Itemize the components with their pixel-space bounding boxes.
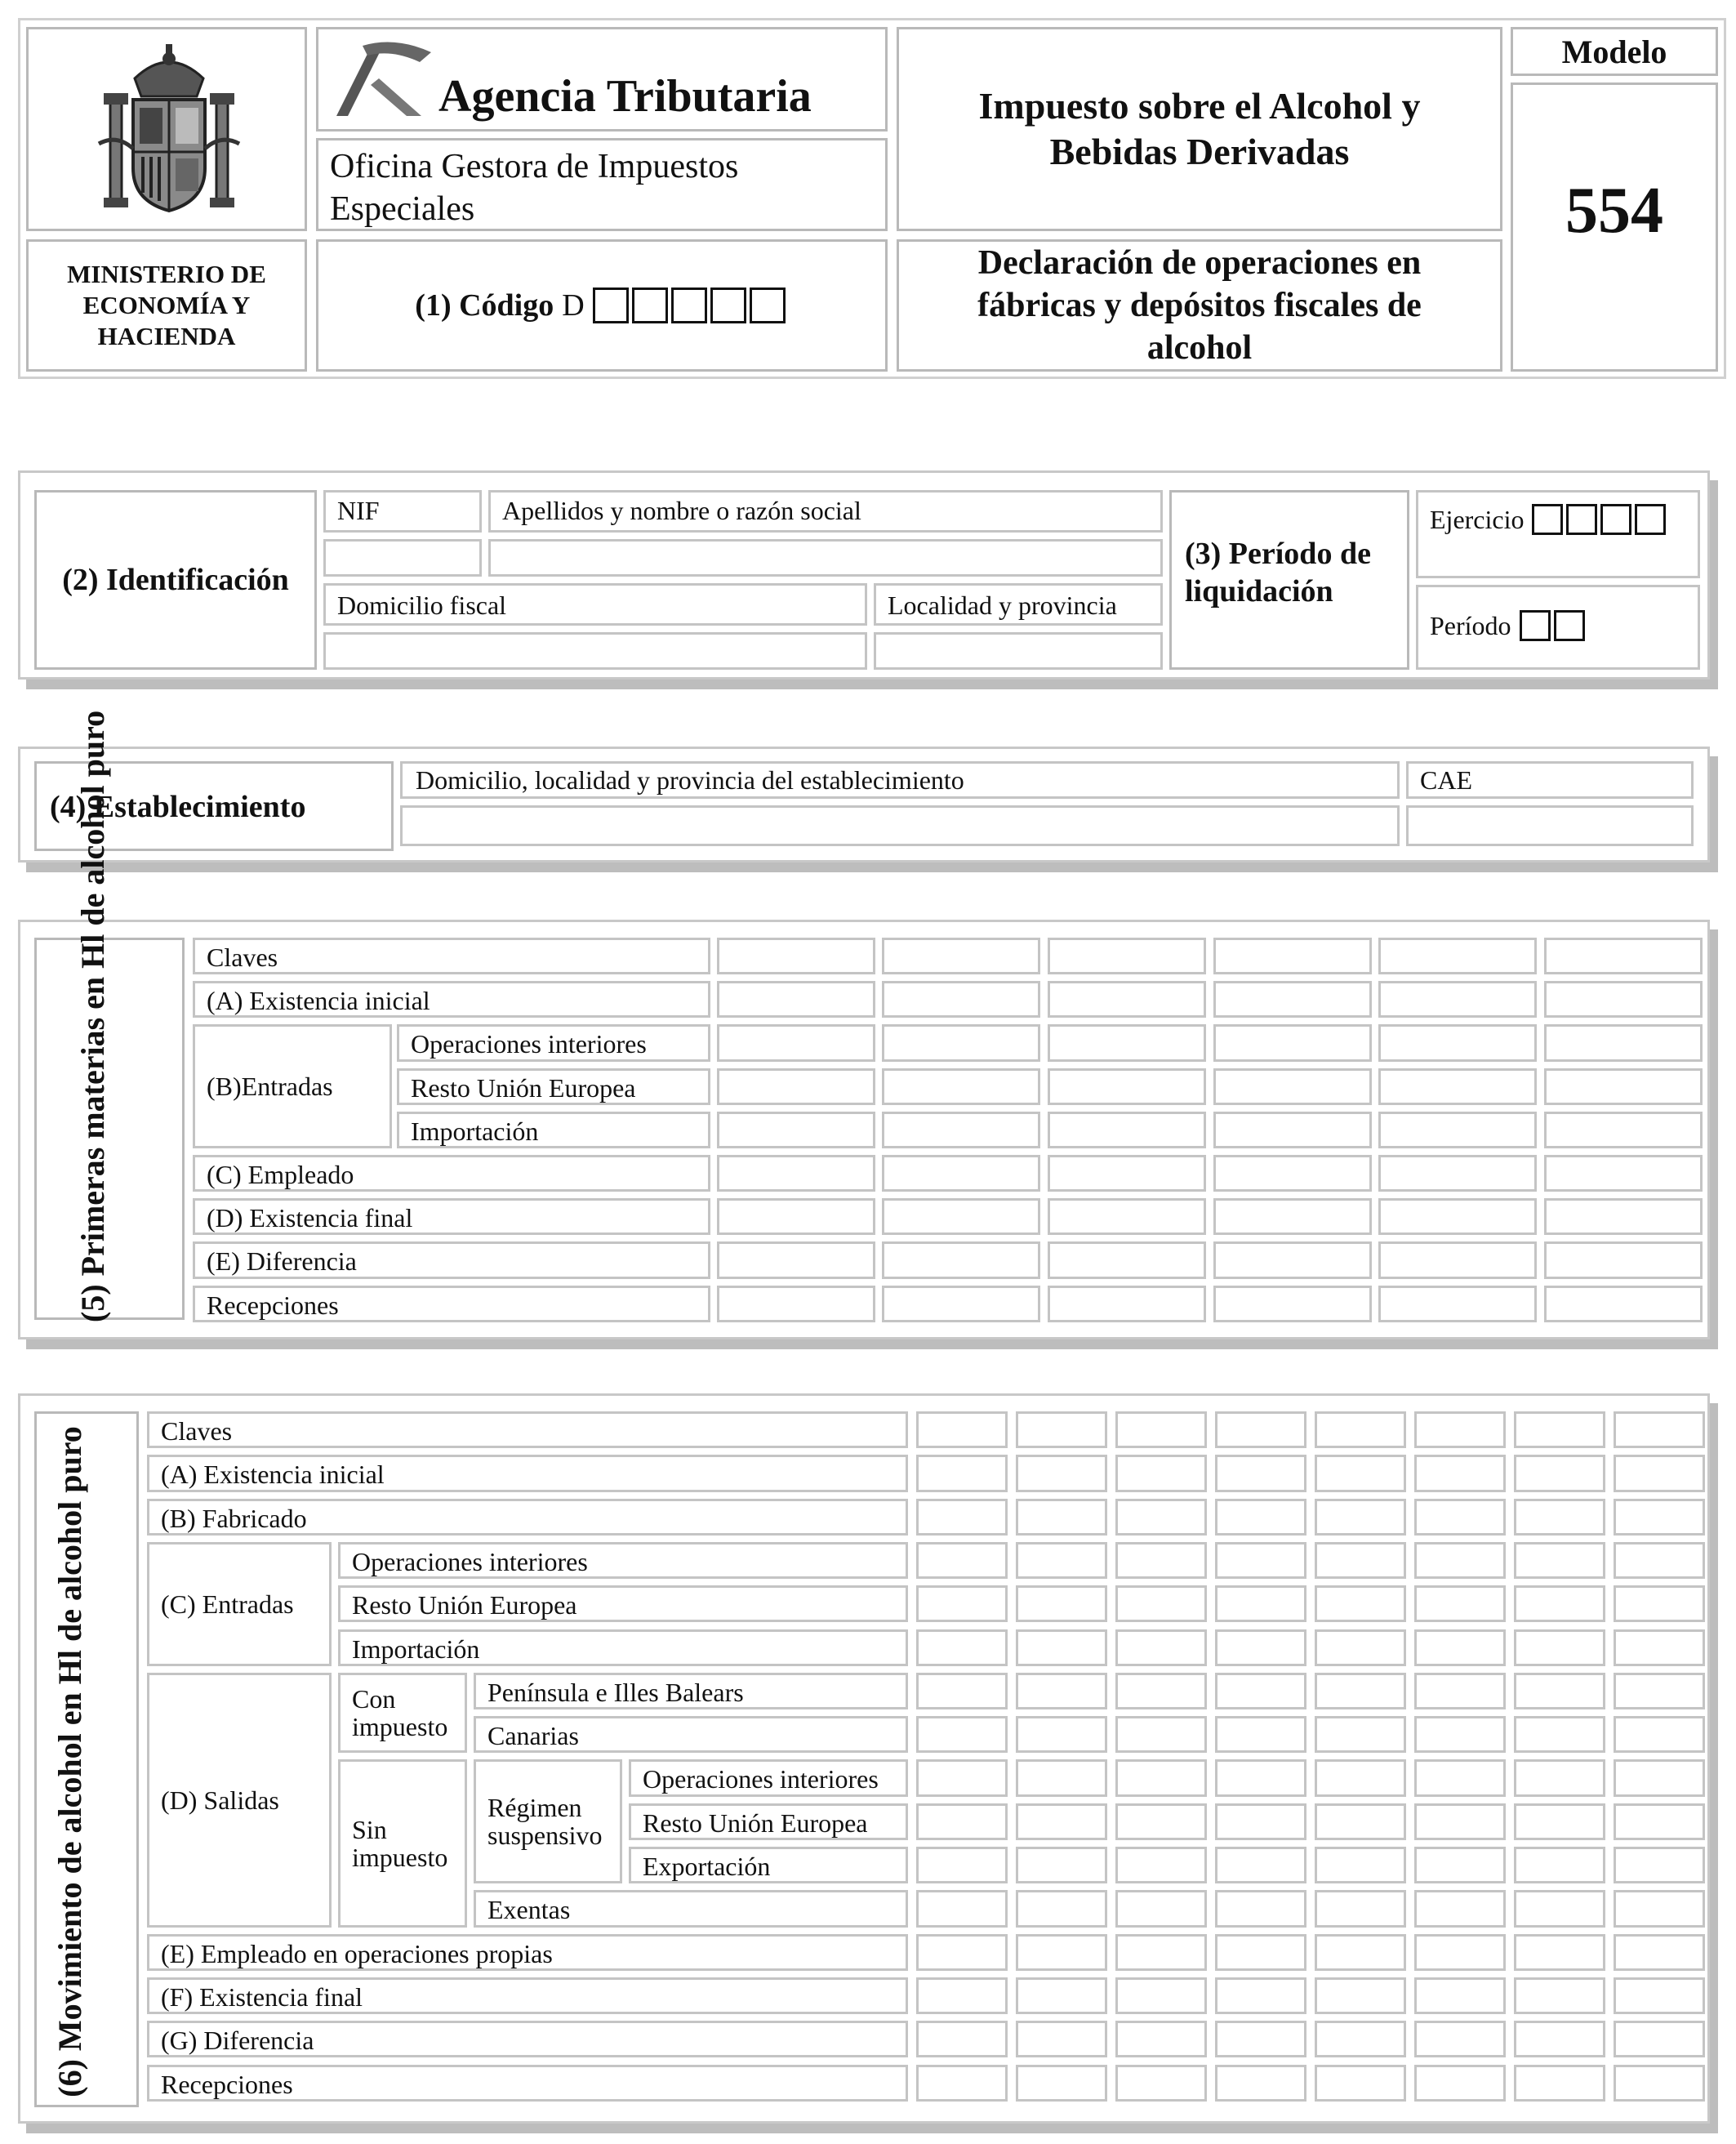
s6-cell-fabricado-2[interactable] [1016, 1499, 1107, 1536]
cae-input[interactable] [1406, 805, 1694, 846]
s6-cell-existencia-inicial-2[interactable] [1016, 1455, 1107, 1491]
s6-cell-fabricado-1[interactable] [916, 1499, 1008, 1536]
s6-cell-peninsula-7[interactable] [1514, 1673, 1605, 1709]
s6-cell-diferencia-2[interactable] [1016, 2021, 1107, 2057]
s6-cell-existencia-final-7[interactable] [1514, 1977, 1605, 2014]
s5-row-label-op-interiores: Operaciones interiores [397, 1024, 710, 1061]
s6-cell-c-resto-ue-1[interactable] [916, 1585, 1008, 1622]
s6-cell-c-resto-ue-2[interactable] [1016, 1585, 1107, 1622]
tax-title: Impuesto sobre el Alcohol y Bebidas Derivadas [978, 85, 1421, 172]
s5-cell-sub2-6[interactable] [1544, 1068, 1703, 1105]
s5-cell-claves-5[interactable] [1378, 938, 1537, 974]
s6-cell-existencia-inicial-5[interactable] [1315, 1455, 1406, 1491]
s6-cell-rs-op-interiores-7[interactable] [1514, 1759, 1605, 1796]
s6-cell-rs-resto-ue-1[interactable] [916, 1803, 1008, 1840]
s6-cell-existencia-inicial-1[interactable] [916, 1455, 1008, 1491]
model-number-box [1511, 82, 1718, 372]
s5-cell-sub1-3[interactable] [1048, 1024, 1206, 1061]
s5-cell-empleado-2[interactable] [882, 1155, 1040, 1192]
s6-cell-recepciones-7[interactable] [1514, 2065, 1605, 2102]
s5-cell-recepciones-6[interactable] [1544, 1286, 1703, 1322]
s6-cell-rs-exportacion-2[interactable] [1016, 1847, 1107, 1883]
s6-cell-c-importacion-1[interactable] [916, 1629, 1008, 1666]
s6-row-label-rs-op-interiores: Operaciones interiores [629, 1759, 908, 1796]
s6-row-label-empleado: (E) Empleado en operaciones propias [147, 1934, 908, 1971]
s6-cell-peninsula-3[interactable] [1115, 1673, 1207, 1709]
s6-cell-claves-4[interactable] [1215, 1411, 1306, 1448]
s6-cell-c-op-interiores-6[interactable] [1414, 1542, 1506, 1579]
s6-cell-empleado-4[interactable] [1215, 1934, 1306, 1971]
s6-group-salidas: (D) Salidas [147, 1673, 332, 1928]
identification-title: (2) Identificación [62, 563, 289, 597]
domicile-label-box [323, 583, 867, 626]
s6-cell-recepciones-5[interactable] [1315, 2065, 1406, 2102]
s6-cell-rs-exportacion-7[interactable] [1514, 1847, 1605, 1883]
s6-row-label-diferencia: (G) Diferencia [147, 2021, 908, 2057]
nif-label: NIF [337, 496, 380, 525]
s6-cell-canarias-4[interactable] [1215, 1716, 1306, 1753]
s6-row-label-rs-exportacion: Exportación [629, 1847, 908, 1883]
s6-cell-c-op-interiores-4[interactable] [1215, 1542, 1306, 1579]
s6-cell-fabricado-5[interactable] [1315, 1499, 1406, 1536]
s6-cell-diferencia-4[interactable] [1215, 2021, 1306, 2057]
establishment-address-label: Domicilio, localidad y provincia del establecimiento [416, 765, 964, 795]
s6-cell-c-importacion-2[interactable] [1016, 1629, 1107, 1666]
s5-cell-existencia-inicial-1[interactable] [717, 981, 875, 1018]
s6-cell-c-importacion-3[interactable] [1115, 1629, 1207, 1666]
periodo-label: Período [1430, 610, 1511, 640]
s5-cell-empleado-3[interactable] [1048, 1155, 1206, 1192]
s5-row-label-diferencia: (E) Diferencia [193, 1241, 710, 1278]
s6-cell-canarias-1[interactable] [916, 1716, 1008, 1753]
s6-cell-rs-resto-ue-8[interactable] [1614, 1803, 1705, 1840]
s6-cell-recepciones-2[interactable] [1016, 2065, 1107, 2102]
declaration-box [897, 239, 1502, 372]
cae-label-box [1406, 761, 1694, 799]
s6-row-label-c-importacion: Importación [338, 1629, 908, 1666]
ejercicio-digit-1[interactable] [1532, 504, 1563, 535]
agency-logo-icon [330, 34, 436, 124]
s6-cell-rs-exportacion-8[interactable] [1614, 1847, 1705, 1883]
s6-cell-rs-exportacion-1[interactable] [916, 1847, 1008, 1883]
s5-cell-existencia-final-1[interactable] [717, 1198, 875, 1235]
s6-cell-recepciones-4[interactable] [1215, 2065, 1306, 2102]
s6-cell-rs-exportacion-5[interactable] [1315, 1847, 1406, 1883]
s6-cell-fabricado-8[interactable] [1614, 1499, 1705, 1536]
s6-cell-diferencia-8[interactable] [1614, 2021, 1705, 2057]
model-label-box [1511, 27, 1718, 76]
s6-cell-recepciones-8[interactable] [1614, 2065, 1705, 2102]
s6-cell-existencia-inicial-3[interactable] [1115, 1455, 1207, 1491]
s6-cell-empleado-5[interactable] [1315, 1934, 1406, 1971]
s6-cell-existencia-final-6[interactable] [1414, 1977, 1506, 2014]
s5-cell-empleado-1[interactable] [717, 1155, 875, 1192]
s6-cell-peninsula-4[interactable] [1215, 1673, 1306, 1709]
s5-cell-sub1-2[interactable] [882, 1024, 1040, 1061]
s5-cell-sub2-4[interactable] [1213, 1068, 1372, 1105]
agency-name: Agencia Tributaria [438, 71, 812, 122]
s5-cell-sub1-6[interactable] [1544, 1024, 1703, 1061]
s5-cell-recepciones-1[interactable] [717, 1286, 875, 1322]
s6-cell-rs-op-interiores-8[interactable] [1614, 1759, 1705, 1796]
s5-row-label-claves: Claves [193, 938, 710, 974]
s6-cell-peninsula-2[interactable] [1016, 1673, 1107, 1709]
ministry-name: MINISTERIO DE ECONOMÍA Y HACIENDA [67, 260, 266, 350]
spain-coat-of-arms-icon [29, 29, 309, 229]
s6-cell-existencia-final-1[interactable] [916, 1977, 1008, 2014]
code-prefix: D [562, 288, 585, 323]
ejercicio-digit-3[interactable] [1600, 504, 1631, 535]
s5-cell-sub1-4[interactable] [1213, 1024, 1372, 1061]
s5-cell-sub2-2[interactable] [882, 1068, 1040, 1105]
s6-cell-diferencia-7[interactable] [1514, 2021, 1605, 2057]
s5-cell-existencia-inicial-2[interactable] [882, 981, 1040, 1018]
s6-cell-claves-1[interactable] [916, 1411, 1008, 1448]
ejercicio-digit-2[interactable] [1566, 504, 1597, 535]
s6-cell-rs-op-interiores-6[interactable] [1414, 1759, 1506, 1796]
s5-cell-sub3-5[interactable] [1378, 1112, 1537, 1148]
s5-cell-existencia-final-5[interactable] [1378, 1198, 1537, 1235]
s6-cell-claves-8[interactable] [1614, 1411, 1705, 1448]
s6-cell-rs-resto-ue-5[interactable] [1315, 1803, 1406, 1840]
s5-cell-empleado-6[interactable] [1544, 1155, 1703, 1192]
s6-cell-c-resto-ue-8[interactable] [1614, 1585, 1705, 1622]
s6-row-label-existencia-final: (F) Existencia final [147, 1977, 908, 2014]
s5-cell-existencia-inicial-6[interactable] [1544, 981, 1703, 1018]
s6-cell-c-op-interiores-8[interactable] [1614, 1542, 1705, 1579]
ministry-box [26, 239, 307, 372]
s6-cell-rs-resto-ue-2[interactable] [1016, 1803, 1107, 1840]
name-label: Apellidos y nombre o razón social [502, 496, 861, 525]
s6-cell-canarias-3[interactable] [1115, 1716, 1207, 1753]
s5-cell-claves-1[interactable] [717, 938, 875, 974]
s5-cell-sub2-1[interactable] [717, 1068, 875, 1105]
s6-cell-diferencia-3[interactable] [1115, 2021, 1207, 2057]
s6-cell-peninsula-5[interactable] [1315, 1673, 1406, 1709]
s6-cell-existencia-final-3[interactable] [1115, 1977, 1207, 2014]
s6-cell-c-op-interiores-2[interactable] [1016, 1542, 1107, 1579]
s6-cell-c-resto-ue-5[interactable] [1315, 1585, 1406, 1622]
periodo-digit-2[interactable] [1554, 610, 1585, 641]
s6-cell-existencia-inicial-6[interactable] [1414, 1455, 1506, 1491]
s6-cell-rs-exportacion-6[interactable] [1414, 1847, 1506, 1883]
s5-cell-existencia-final-6[interactable] [1544, 1198, 1703, 1235]
s6-row-label-recepciones: Recepciones [147, 2065, 908, 2102]
s5-cell-claves-6[interactable] [1544, 938, 1703, 974]
office-box [316, 138, 888, 231]
domicile-input[interactable] [323, 632, 867, 670]
s5-cell-diferencia-6[interactable] [1544, 1241, 1703, 1278]
s5-cell-diferencia-2[interactable] [882, 1241, 1040, 1278]
code-box [316, 239, 888, 372]
s6-cell-existencia-final-5[interactable] [1315, 1977, 1406, 2014]
s6-group-entradas: (C) Entradas [147, 1542, 332, 1666]
s6-cell-existencia-inicial-7[interactable] [1514, 1455, 1605, 1491]
s5-row-label-existencia-final: (D) Existencia final [193, 1198, 710, 1235]
establishment-address-input[interactable] [400, 805, 1400, 846]
s6-cell-existencia-inicial-4[interactable] [1215, 1455, 1306, 1491]
s5-cell-sub3-4[interactable] [1213, 1112, 1372, 1148]
s6-cell-claves-6[interactable] [1414, 1411, 1506, 1448]
s5-cell-diferencia-4[interactable] [1213, 1241, 1372, 1278]
s6-cell-peninsula-6[interactable] [1414, 1673, 1506, 1709]
nif-label-box [323, 490, 482, 533]
s6-cell-existencia-final-8[interactable] [1614, 1977, 1705, 2014]
s6-cell-c-importacion-7[interactable] [1514, 1629, 1605, 1666]
s6-cell-rs-resto-ue-3[interactable] [1115, 1803, 1207, 1840]
s6-cell-c-resto-ue-3[interactable] [1115, 1585, 1207, 1622]
s6-group-con-impuesto: Con impuesto [338, 1673, 467, 1754]
s6-row-label-claves: Claves [147, 1411, 908, 1448]
period-title-box [1169, 490, 1409, 670]
s6-cell-canarias-5[interactable] [1315, 1716, 1406, 1753]
s6-cell-fabricado-6[interactable] [1414, 1499, 1506, 1536]
s6-group-sin-impuesto: Sin impuesto [338, 1759, 467, 1927]
s5-cell-existencia-final-3[interactable] [1048, 1198, 1206, 1235]
cae-label: CAE [1420, 765, 1472, 795]
s6-row-label-exentas: Exentas [474, 1890, 908, 1927]
s6-row-label-fabricado: (B) Fabricado [147, 1499, 908, 1536]
s5-cell-claves-3[interactable] [1048, 938, 1206, 974]
s5-cell-existencia-inicial-5[interactable] [1378, 981, 1537, 1018]
s6-group-regimen: Régimen suspensivo [474, 1759, 622, 1883]
s6-cell-c-op-interiores-3[interactable] [1115, 1542, 1207, 1579]
declaration-title: Declaración de operaciones en fábricas y depósitos fiscales de alcohol [977, 244, 1422, 367]
identification-title-box [34, 490, 317, 670]
s6-row-label-canarias: Canarias [474, 1716, 908, 1753]
s5-cell-sub1-1[interactable] [717, 1024, 875, 1061]
s5-cell-diferencia-3[interactable] [1048, 1241, 1206, 1278]
s6-cell-empleado-7[interactable] [1514, 1934, 1605, 1971]
periodo-box [1416, 585, 1700, 670]
s6-cell-fabricado-7[interactable] [1514, 1499, 1605, 1536]
s5-cell-existencia-final-2[interactable] [882, 1198, 1040, 1235]
s5-row-label-entradas: (B)Entradas [193, 1024, 392, 1148]
s5-cell-existencia-final-4[interactable] [1213, 1198, 1372, 1235]
s5-cell-existencia-inicial-4[interactable] [1213, 981, 1372, 1018]
s6-cell-empleado-2[interactable] [1016, 1934, 1107, 1971]
s6-cell-empleado-1[interactable] [916, 1934, 1008, 1971]
s5-cell-sub1-5[interactable] [1378, 1024, 1537, 1061]
s6-cell-peninsula-8[interactable] [1614, 1673, 1705, 1709]
s5-cell-sub3-2[interactable] [882, 1112, 1040, 1148]
s6-cell-rs-op-interiores-1[interactable] [916, 1759, 1008, 1796]
domicile-label: Domicilio fiscal [337, 591, 507, 620]
s6-cell-claves-3[interactable] [1115, 1411, 1207, 1448]
s6-cell-diferencia-6[interactable] [1414, 2021, 1506, 2057]
s5-cell-recepciones-2[interactable] [882, 1286, 1040, 1322]
s6-cell-c-op-interiores-1[interactable] [916, 1542, 1008, 1579]
s6-cell-fabricado-4[interactable] [1215, 1499, 1306, 1536]
s6-row-label-rs-resto-ue: Resto Unión Europea [629, 1803, 908, 1840]
s6-cell-recepciones-1[interactable] [916, 2065, 1008, 2102]
s6-cell-recepciones-3[interactable] [1115, 2065, 1207, 2102]
s5-row-label-importacion: Importación [397, 1112, 710, 1148]
s5-cell-claves-2[interactable] [882, 938, 1040, 974]
s5-cell-recepciones-3[interactable] [1048, 1286, 1206, 1322]
s6-cell-rs-resto-ue-4[interactable] [1215, 1803, 1306, 1840]
locality-label: Localidad y provincia [888, 591, 1117, 620]
s6-cell-claves-5[interactable] [1315, 1411, 1406, 1448]
locality-label-box [874, 583, 1163, 626]
section5-title: (5) Primeras materias en Hl de alcohol puro [74, 710, 111, 1322]
model-label: Modelo [1561, 33, 1667, 70]
s6-cell-c-resto-ue-4[interactable] [1215, 1585, 1306, 1622]
s6-cell-claves-2[interactable] [1016, 1411, 1107, 1448]
s6-cell-rs-op-interiores-2[interactable] [1016, 1759, 1107, 1796]
ejercicio-label: Ejercicio [1430, 504, 1525, 534]
s5-cell-sub2-3[interactable] [1048, 1068, 1206, 1105]
s5-cell-recepciones-5[interactable] [1378, 1286, 1537, 1322]
s6-cell-exentas-8[interactable] [1614, 1890, 1705, 1927]
period-title: (3) Período de liquidación [1185, 537, 1371, 608]
agency-box [316, 27, 888, 131]
s6-cell-exentas-6[interactable] [1414, 1890, 1506, 1927]
name-label-box [488, 490, 1163, 533]
s5-cell-sub2-5[interactable] [1378, 1068, 1537, 1105]
s6-cell-c-op-interiores-5[interactable] [1315, 1542, 1406, 1579]
s6-cell-rs-resto-ue-7[interactable] [1514, 1803, 1605, 1840]
s6-cell-rs-exportacion-4[interactable] [1215, 1847, 1306, 1883]
s6-cell-empleado-8[interactable] [1614, 1934, 1705, 1971]
tax-title-box [897, 27, 1502, 231]
s6-cell-exentas-3[interactable] [1115, 1890, 1207, 1927]
s6-row-label-c-resto-ue: Resto Unión Europea [338, 1585, 908, 1622]
name-input[interactable] [488, 539, 1163, 577]
s6-cell-rs-op-interiores-3[interactable] [1115, 1759, 1207, 1796]
s6-cell-c-resto-ue-6[interactable] [1414, 1585, 1506, 1622]
establishment-address-label-box [400, 761, 1400, 799]
code-digit-1[interactable] [593, 288, 629, 323]
s6-row-label-existencia-inicial: (A) Existencia inicial [147, 1455, 908, 1491]
s5-cell-claves-4[interactable] [1213, 938, 1372, 974]
s6-cell-peninsula-1[interactable] [916, 1673, 1008, 1709]
s5-cell-existencia-inicial-3[interactable] [1048, 981, 1206, 1018]
s5-cell-recepciones-4[interactable] [1213, 1286, 1372, 1322]
section6-title-box [34, 1411, 139, 2107]
s6-row-label-peninsula: Península e Illes Balears [474, 1673, 908, 1709]
s6-cell-c-importacion-6[interactable] [1414, 1629, 1506, 1666]
s6-cell-existencia-final-2[interactable] [1016, 1977, 1107, 2014]
s6-cell-exentas-2[interactable] [1016, 1890, 1107, 1927]
s6-cell-claves-7[interactable] [1514, 1411, 1605, 1448]
code-digit-2[interactable] [632, 288, 668, 323]
s6-cell-fabricado-3[interactable] [1115, 1499, 1207, 1536]
s5-cell-empleado-4[interactable] [1213, 1155, 1372, 1192]
locality-input[interactable] [874, 632, 1163, 670]
s5-cell-sub3-3[interactable] [1048, 1112, 1206, 1148]
s5-row-label-recepciones: Recepciones [193, 1286, 710, 1322]
s6-cell-empleado-3[interactable] [1115, 1934, 1207, 1971]
s5-row-label-empleado: (C) Empleado [193, 1155, 710, 1192]
s6-cell-exentas-7[interactable] [1514, 1890, 1605, 1927]
s5-row-label-resto-ue: Resto Unión Europea [397, 1068, 710, 1105]
periodo-digit-1[interactable] [1520, 610, 1551, 641]
s6-cell-canarias-6[interactable] [1414, 1716, 1506, 1753]
s6-cell-rs-exportacion-3[interactable] [1115, 1847, 1207, 1883]
s5-cell-sub3-6[interactable] [1544, 1112, 1703, 1148]
s6-cell-existencia-final-4[interactable] [1215, 1977, 1306, 2014]
establishment-title: (4) Establecimiento [50, 790, 306, 824]
s6-cell-rs-resto-ue-6[interactable] [1414, 1803, 1506, 1840]
s5-cell-diferencia-1[interactable] [717, 1241, 875, 1278]
s6-cell-recepciones-6[interactable] [1414, 2065, 1506, 2102]
s6-cell-exentas-1[interactable] [916, 1890, 1008, 1927]
s6-cell-existencia-inicial-8[interactable] [1614, 1455, 1705, 1491]
s6-cell-exentas-4[interactable] [1215, 1890, 1306, 1927]
s6-cell-empleado-6[interactable] [1414, 1934, 1506, 1971]
s6-cell-exentas-5[interactable] [1315, 1890, 1406, 1927]
s6-cell-diferencia-5[interactable] [1315, 2021, 1406, 2057]
s6-cell-c-resto-ue-7[interactable] [1514, 1585, 1605, 1622]
s6-cell-rs-op-interiores-5[interactable] [1315, 1759, 1406, 1796]
s6-cell-rs-op-interiores-4[interactable] [1215, 1759, 1306, 1796]
s6-cell-c-importacion-4[interactable] [1215, 1629, 1306, 1666]
code-digit-3[interactable] [671, 288, 707, 323]
coat-of-arms-box [26, 27, 307, 231]
s6-cell-canarias-2[interactable] [1016, 1716, 1107, 1753]
ejercicio-digit-4[interactable] [1635, 504, 1666, 535]
code-digit-5[interactable] [750, 288, 786, 323]
ejercicio-box [1416, 490, 1700, 578]
office-name: Oficina Gestora de Impuestos Especiales [330, 148, 739, 228]
s6-cell-canarias-8[interactable] [1614, 1716, 1705, 1753]
s6-cell-c-op-interiores-7[interactable] [1514, 1542, 1605, 1579]
s6-cell-c-importacion-5[interactable] [1315, 1629, 1406, 1666]
code-label: (1) Código [415, 288, 554, 323]
section6-title: (6) Movimiento de alcohol en Hl de alcohol puro [51, 1426, 88, 2097]
s5-cell-diferencia-5[interactable] [1378, 1241, 1537, 1278]
s6-cell-diferencia-1[interactable] [916, 2021, 1008, 2057]
s6-cell-canarias-7[interactable] [1514, 1716, 1605, 1753]
s5-cell-sub3-1[interactable] [717, 1112, 875, 1148]
nif-input[interactable] [323, 539, 482, 577]
s5-row-label-existencia-inicial: (A) Existencia inicial [193, 981, 710, 1018]
s6-cell-c-importacion-8[interactable] [1614, 1629, 1705, 1666]
model-number: 554 [1565, 174, 1663, 247]
s6-row-label-c-op-interiores: Operaciones interiores [338, 1542, 908, 1579]
code-digit-4[interactable] [710, 288, 746, 323]
s5-cell-empleado-5[interactable] [1378, 1155, 1537, 1192]
